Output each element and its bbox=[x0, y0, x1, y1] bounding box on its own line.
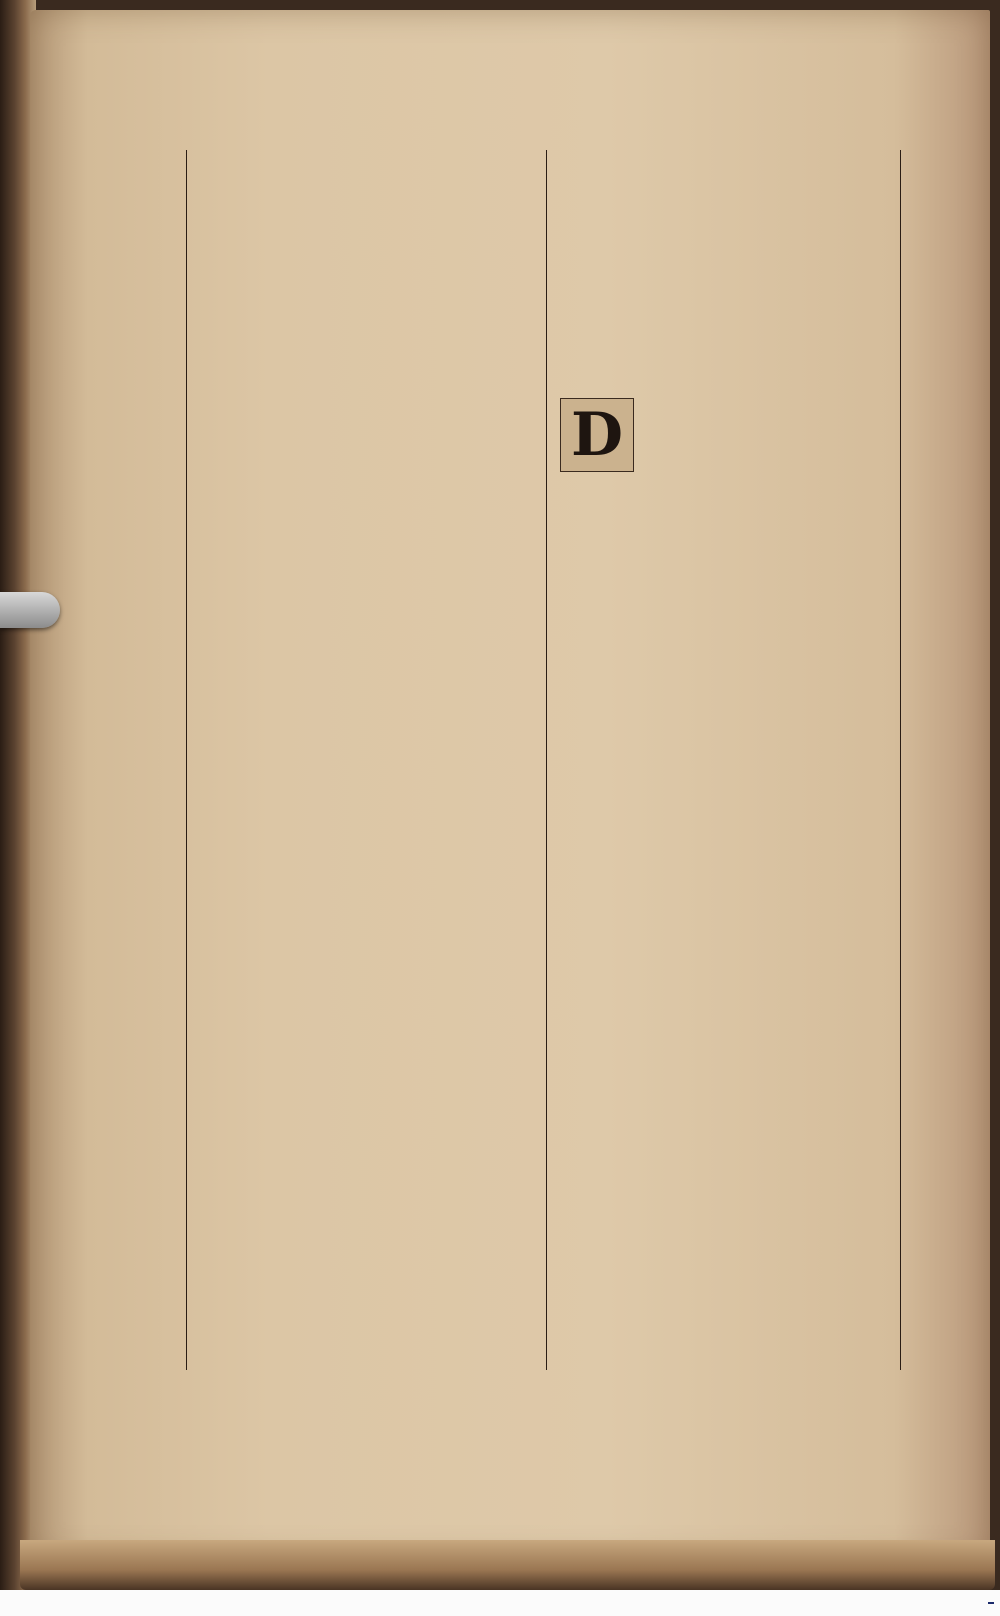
page-bottom-edge bbox=[20, 1540, 995, 1590]
initial-d-ornament: D bbox=[560, 398, 634, 472]
column-rule-middle bbox=[546, 150, 547, 1370]
column-rule-left bbox=[186, 150, 187, 1370]
page-sheet bbox=[30, 10, 990, 1558]
footer bbox=[0, 1594, 994, 1607]
dfg-logo bbox=[988, 1602, 994, 1604]
page-clamp bbox=[0, 592, 60, 628]
column-rule-right bbox=[900, 150, 901, 1370]
